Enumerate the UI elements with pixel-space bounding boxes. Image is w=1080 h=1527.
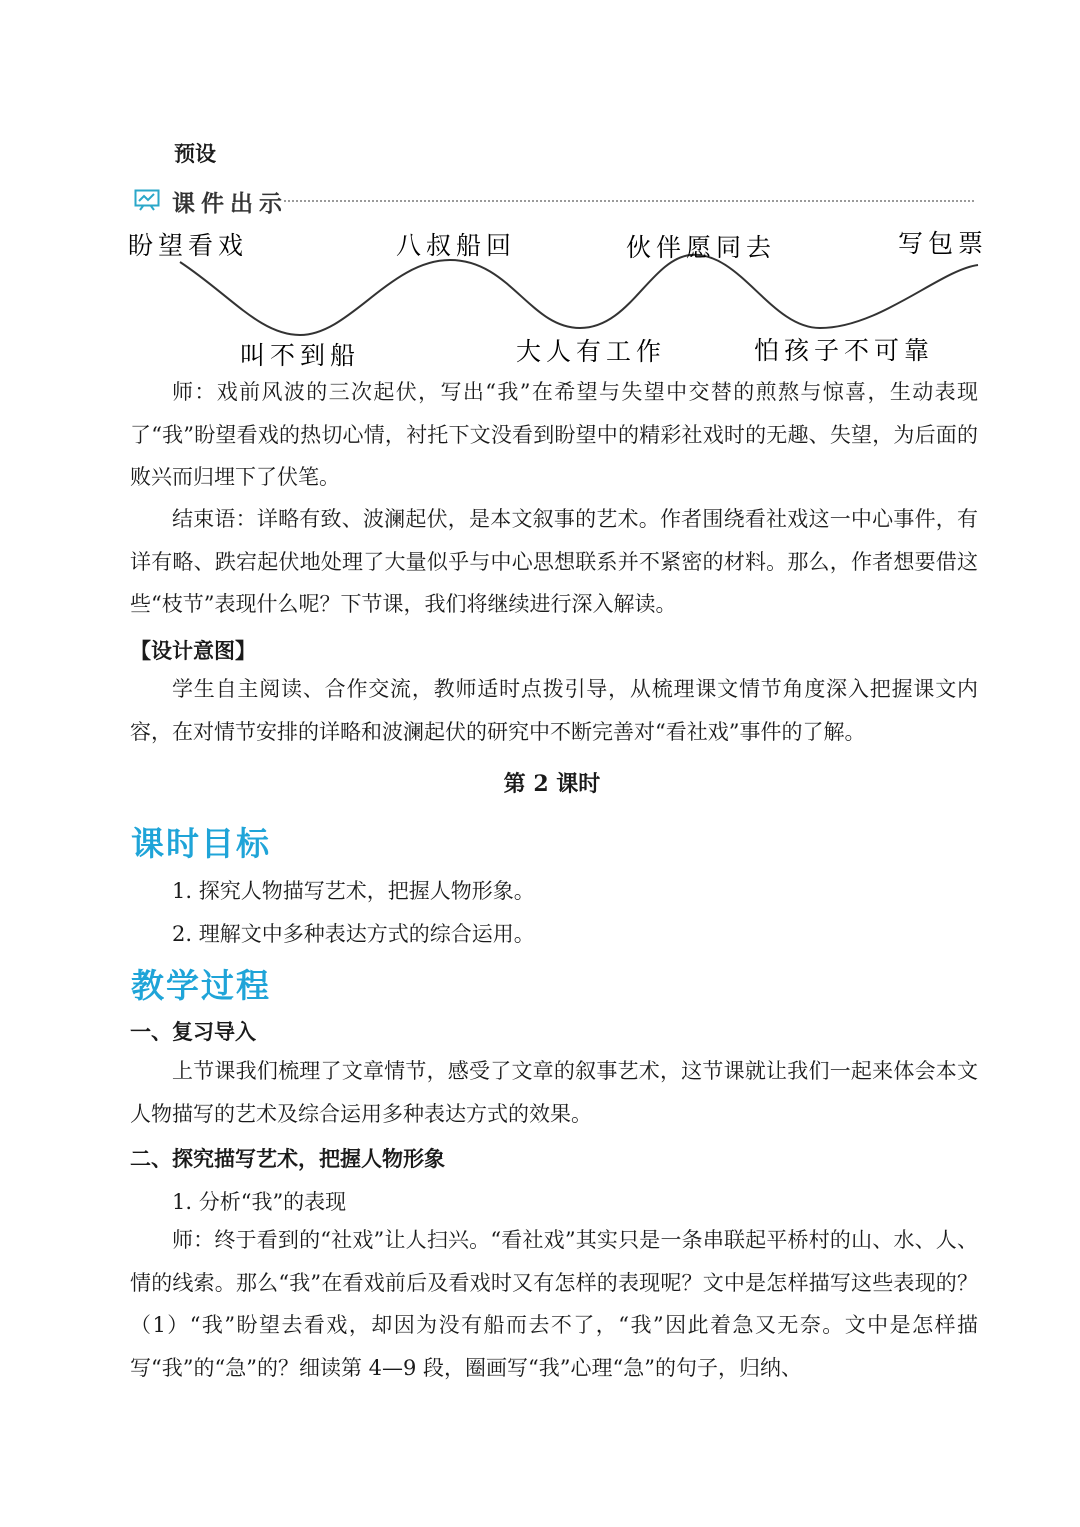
design-intent-heading: 【设计意图】	[130, 638, 256, 663]
goals-title: 课时目标	[131, 824, 271, 863]
process-title: 教学过程	[131, 966, 271, 1005]
plot-wave-diagram	[120, 220, 990, 380]
step-1-paragraph: 上节课我们梳理了文章情节，感受了文章的叙事艺术，这节课就让我们一起来体会本文人物描写的艺术及综合运用多种表达方式的效果。	[130, 1059, 978, 1126]
presentation-icon	[134, 189, 160, 215]
lesson-title: 第 2 课时	[503, 771, 601, 797]
wave-label-top-3: 伙伴愿同去	[626, 233, 777, 262]
dotted-divider	[284, 200, 974, 202]
courseware-label: 课件出示	[172, 190, 288, 217]
step-2-title: 二、探究描写艺术，把握人物形象	[130, 1146, 445, 1171]
wave-line	[180, 255, 978, 335]
courseware-header	[134, 183, 974, 217]
wave-label-bottom-2: 大人有工作	[516, 337, 667, 366]
closing-paragraph: 结束语：详略有致、波澜起伏，是本文叙事的艺术。作者围绕看社戏这一中心事件，有详有略、跌宕起伏地处理了大量似乎与中心思想联系并不紧密的材料。那么，作者想要借这些“枝节”表现什么呢？下节课，我们将继续进行深入解读。	[130, 507, 978, 616]
step-2-paragraph: 师：终于看到的“社戏”让人扫兴。“看社戏”其实只是一条串联起平桥村的山、水、人、情的线索。那么“我”在看戏前后及看戏时又有怎样的表现呢？文中是怎样描写这些表现的？（1）“我”盼望去看戏，却因为没有船而去不了，“我”因此着急又无奈。文中是怎样描写“我”的“急”的？细读第 4—9 段，圈画写“我”心理“急”的句子，归纳、	[130, 1228, 978, 1380]
goal-item-2: 2. 理解文中多种表达方式的综合运用。	[172, 922, 535, 946]
wave-label-top-2: 八叔船回	[396, 231, 517, 260]
wave-label-bottom-1: 叫不到船	[240, 341, 361, 370]
design-intent-paragraph: 学生自主阅读、合作交流，教师适时点拨引导，从梳理课文情节角度深入把握课文内容，在对情节安排的详略和波澜起伏的研究中不断完善对“看社戏”事件的了解。	[130, 677, 978, 744]
wave-label-bottom-3: 怕孩子不可靠	[754, 336, 935, 365]
preset-label: 预设	[174, 141, 216, 166]
wave-label-top-4: 写包票	[898, 229, 989, 258]
goal-item-1: 1. 探究人物描写艺术，把握人物形象。	[172, 879, 535, 903]
step-1-title: 一、复习导入	[130, 1019, 256, 1044]
step-2-subtitle: 1. 分析“我”的表现	[172, 1190, 347, 1214]
wave-label-top-1: 盼望看戏	[128, 231, 249, 260]
teacher-paragraph: 师：戏前风波的三次起伏，写出“我”在希望与失望中交替的煎熬与惊喜，生动表现了“我”盼望看戏的热切心情，衬托下文没看到盼望中的精彩社戏时的无趣、失望，为后面的败兴而归埋下了伏笔。	[130, 380, 978, 489]
